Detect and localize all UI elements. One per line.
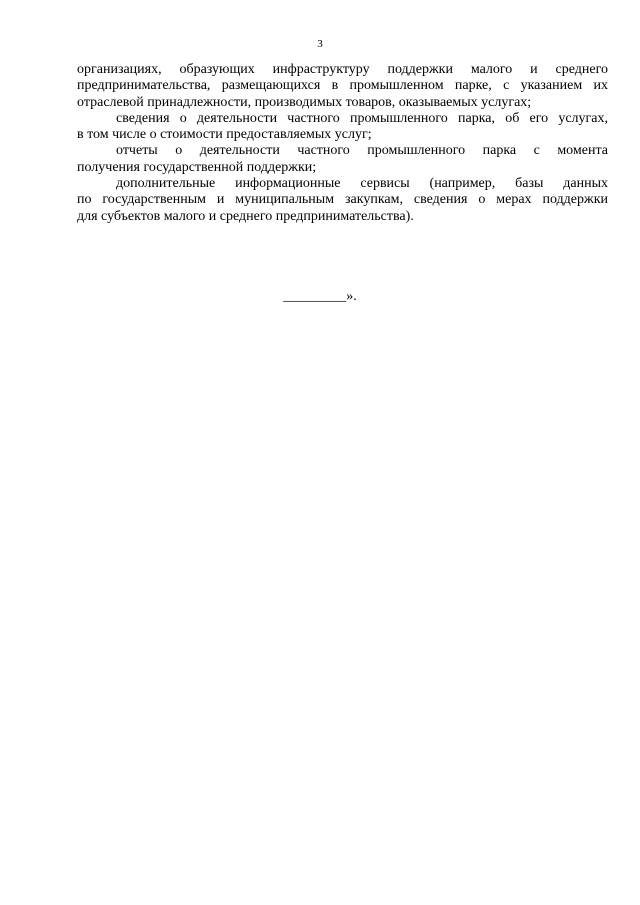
paragraph-park-activity [77, 111, 608, 144]
text-line: отраслевой принадлежности, производимых товаров, оказываемых услугах; [77, 94, 532, 110]
text-line: получения государственной поддержки; [77, 159, 317, 175]
text-line: отчеты о деятельности частного промышленного парка с момента [116, 143, 608, 159]
text-line: организациях, образующих инфраструктуру поддержки малого и среднего [77, 62, 608, 77]
text-line: в том числе о стоимости предоставляемых услуг; [77, 127, 372, 143]
text-line: сведения о деятельности частного промышленного парка, об его услугах, [116, 110, 608, 126]
text-line: для субъектов малого и среднего предпринимательства). [77, 208, 414, 224]
paragraph-info-services [77, 176, 608, 225]
document-body [77, 62, 608, 225]
page-number: 3 [317, 38, 323, 50]
paragraph-reports [77, 143, 608, 176]
text-line: предпринимательства, размещающихся в промышленном парке, с указанием их [77, 78, 608, 94]
closing-mark: _________». [283, 289, 357, 304]
text-line: дополнительные информационные сервисы (например, базы данных [116, 176, 608, 192]
text-line: по государственным и муниципальным закупкам, сведения о мерах поддержки [77, 192, 608, 208]
paragraph-organizations [77, 62, 608, 111]
